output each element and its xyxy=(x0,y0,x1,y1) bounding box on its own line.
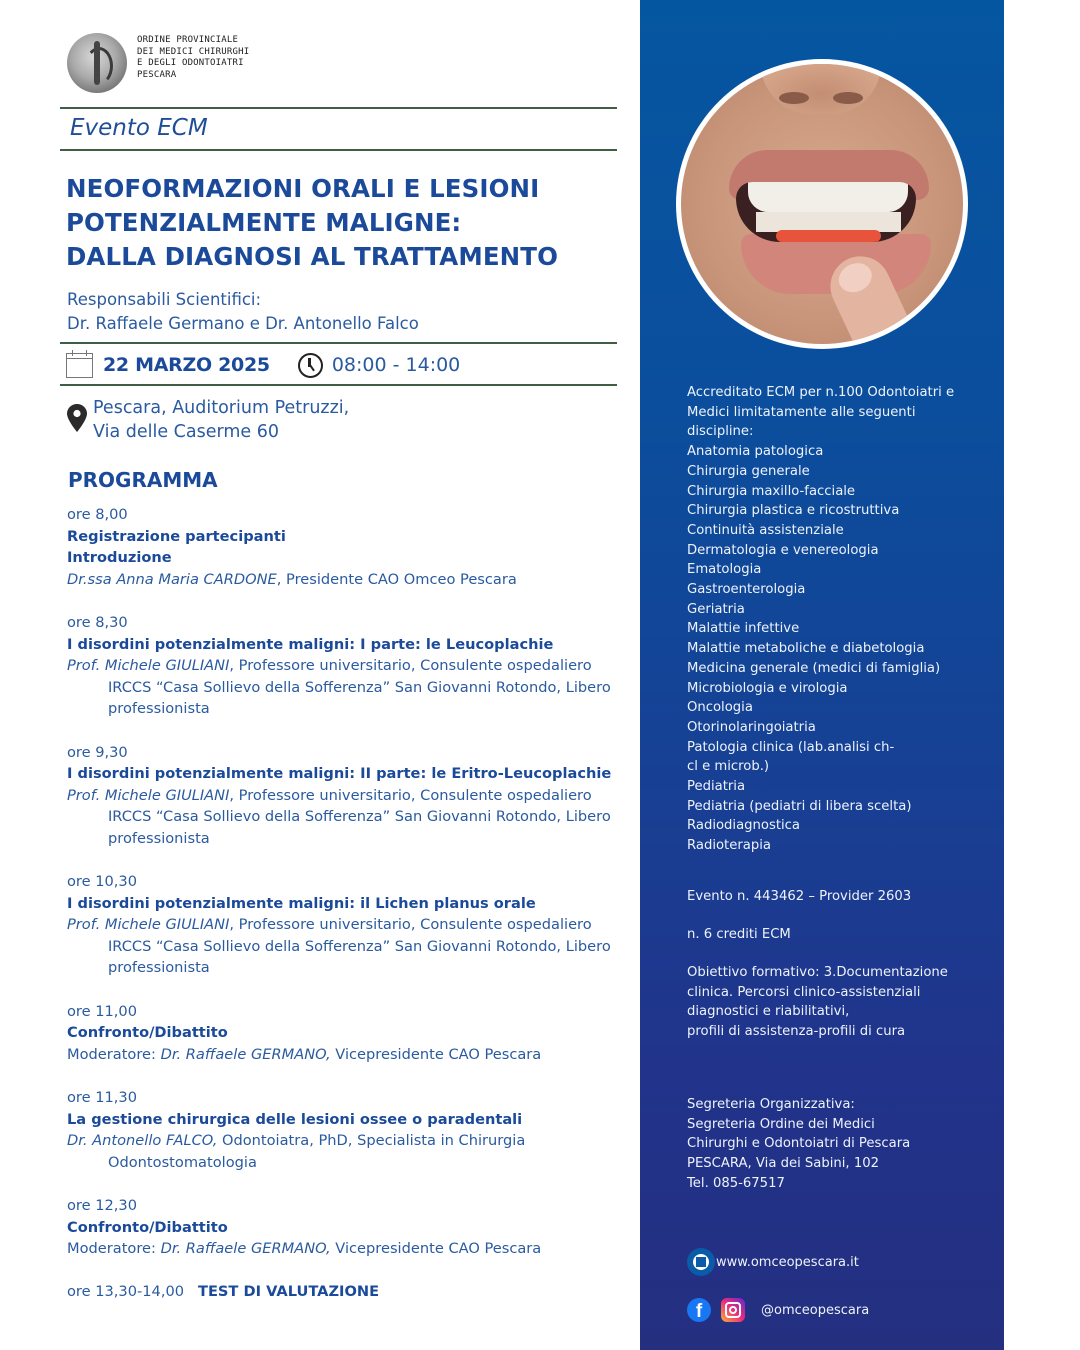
title-line: NEOFORMAZIONI ORALI E LESIONI xyxy=(66,174,540,203)
speaker-name: Dr. Raffaele GERMANO, xyxy=(160,1045,331,1063)
speaker-name: Prof. Michele GIULIANI xyxy=(67,657,230,675)
item-time: ore 11,30 xyxy=(67,1089,138,1107)
training-objective xyxy=(687,963,977,1042)
globe-icon xyxy=(687,1248,715,1276)
item-title: Confronto/Dibattito xyxy=(67,1024,228,1042)
item-title: Registrazione partecipanti xyxy=(67,527,286,545)
item-title: I disordini potenzialmente maligni: il Lichen planus orale xyxy=(67,894,536,912)
speaker-role: , Presidente CAO Omceo Pescara xyxy=(276,570,517,588)
secretariat-phone: Tel. 085-67517 xyxy=(687,1175,785,1191)
objective-line: Obiettivo formativo: 3.Documentazione xyxy=(687,965,948,980)
item-title: Confronto/Dibattito xyxy=(67,1218,228,1236)
item-title: I disordini potenzialmente maligni: I parte: le Leucoplachie xyxy=(67,635,554,653)
programme-item xyxy=(67,742,627,850)
discipline-item: Otorinolaringoiatria xyxy=(687,719,816,735)
location-line: Pescara, Auditorium Petruzzi, xyxy=(93,398,350,418)
social-handle[interactable]: @omceopescara xyxy=(761,1302,870,1318)
speaker-prefix: Moderatore: xyxy=(67,1045,161,1063)
speaker-name: Prof. Michele GIULIANI xyxy=(67,786,230,804)
objective-line: diagnostici e riabilitativi, xyxy=(687,1004,850,1020)
programme-item xyxy=(67,871,627,979)
speaker-name: Prof. Michele GIULIANI xyxy=(67,916,230,934)
ordine-logo xyxy=(67,33,249,93)
item-time: ore 10,30 xyxy=(67,873,138,891)
discipline-item: Gastroenterologia xyxy=(687,582,806,598)
secretariat-line: Segreteria Organizzativa: xyxy=(687,1097,855,1112)
item-speaker xyxy=(67,1130,627,1173)
secretariat-line: Segreteria Ordine dei Medici xyxy=(687,1116,875,1132)
programme-item xyxy=(67,504,627,590)
date-time-row xyxy=(66,350,460,380)
speaker-name: Dr. Raffaele GERMANO, xyxy=(160,1240,331,1258)
secretariat-line: Chirurghi e Odontoiatri di Pescara xyxy=(687,1136,911,1152)
responsibles-names: Dr. Raffaele Germano e Dr. Antonello Falco xyxy=(67,314,419,333)
discipline-item: Ematologia xyxy=(687,562,762,578)
speaker-name: Dr. Antonello FALCO, xyxy=(67,1132,218,1150)
objective-line: profili di assistenza-profili di cura xyxy=(687,1024,906,1040)
item-speaker xyxy=(67,1044,627,1066)
item-title: I disordini potenzialmente maligni: II parte: le Eritro-Leucoplachie xyxy=(67,765,612,783)
divider xyxy=(60,149,617,151)
speaker-role: Odontoiatra, PhD, Specialista in Chirurgia Odontostomatologia xyxy=(108,1132,526,1171)
logo-line: E DEGLI ODONTOIATRI xyxy=(137,58,244,68)
discipline-item: Malattie metaboliche e diabetologia xyxy=(687,641,925,657)
mouth-photo xyxy=(676,59,968,349)
discipline-item: Dermatologia e venereologia xyxy=(687,542,879,558)
location xyxy=(67,396,349,444)
item-speaker xyxy=(67,785,627,850)
discipline-item: Malattie infettive xyxy=(687,621,800,637)
discipline-item: Oncologia xyxy=(687,700,753,716)
social-links xyxy=(687,1298,869,1322)
title-line: POTENZIALMENTE MALIGNE: xyxy=(66,208,462,237)
logo-line: DEI MEDICI CHIRURGHI xyxy=(137,46,250,57)
discipline-item: Chirurgia plastica e ricostruttiva xyxy=(687,503,900,519)
discipline-item: Microbiologia e virologia xyxy=(687,680,848,696)
accreditation-line: Medici limitatamente alle seguenti xyxy=(687,404,916,420)
item-time: ore 11,00 xyxy=(67,1002,138,1020)
item-speaker xyxy=(67,914,627,979)
discipline-item: Pediatria (pediatri di libera scelta) xyxy=(687,798,912,814)
website-url[interactable]: www.omceopescara.it xyxy=(716,1254,859,1270)
discipline-item: Geriatria xyxy=(687,601,745,617)
discipline-item: Chirurgia generale xyxy=(687,463,810,479)
item-time: ore 13,30-14,00 xyxy=(67,1283,185,1301)
item-speaker xyxy=(67,569,627,591)
event-number: Evento n. 443462 – Provider 2603 xyxy=(687,889,912,904)
logo-line: PESCARA xyxy=(137,69,177,80)
facebook-icon[interactable]: f xyxy=(687,1298,711,1322)
event-time: 08:00 - 14:00 xyxy=(331,354,461,376)
divider xyxy=(60,107,617,109)
discipline-item: Anatomia patologica xyxy=(687,444,824,460)
item-speaker xyxy=(67,1238,627,1260)
accreditation-block xyxy=(687,383,977,856)
scientific-responsibles xyxy=(67,288,419,336)
speaker-name: Dr.ssa Anna Maria CARDONE xyxy=(67,570,277,588)
discipline-item: Continuità assistenziale xyxy=(687,522,844,538)
programme-item xyxy=(67,612,627,720)
caduceus-seal-icon xyxy=(67,33,127,93)
item-title: La gestione chirurgica delle lesioni ossee o paradentali xyxy=(67,1110,523,1128)
speaker-role: , Professore universitario, Consulente ospedaliero IRCCS “Casa Sollievo della Sofferenza” San Giovanni Rotondo, Libero professionista xyxy=(108,657,611,718)
accreditation-line: Accreditato ECM per n.100 Odontoiatri e xyxy=(687,385,955,400)
speaker-prefix: Moderatore: xyxy=(67,1240,161,1258)
instagram-icon[interactable] xyxy=(721,1298,745,1322)
discipline-item: Medicina generale (medici di famiglia) xyxy=(687,660,941,676)
map-pin-icon xyxy=(67,404,87,432)
disciplines-list xyxy=(687,442,977,856)
organizing-secretariat xyxy=(687,1095,977,1194)
divider xyxy=(60,384,617,386)
website-link[interactable] xyxy=(687,1248,859,1276)
event-date: 22 MARZO 2025 xyxy=(103,354,270,376)
speaker-role: Vicepresidente CAO Pescara xyxy=(330,1045,542,1063)
programme-item xyxy=(67,1087,627,1173)
speaker-role: Vicepresidente CAO Pescara xyxy=(330,1240,542,1258)
discipline-item: Chirurgia maxillo-facciale xyxy=(687,483,856,499)
discipline-item: Radioterapia xyxy=(687,838,771,854)
divider xyxy=(60,342,617,344)
programme-final-item xyxy=(67,1281,627,1303)
calendar-icon xyxy=(66,353,93,378)
speaker-role: , Professore universitario, Consulente ospedaliero IRCCS “Casa Sollievo della Sofferenza” San Giovanni Rotondo, Libero professionista xyxy=(108,786,611,847)
clock-icon xyxy=(298,353,323,378)
programme-list xyxy=(67,504,627,1303)
title-line: DALLA DIAGNOSI AL TRATTAMENTO xyxy=(66,242,559,271)
item-time: ore 8,30 xyxy=(67,613,128,631)
ecm-credits: n. 6 crediti ECM xyxy=(687,927,791,942)
objective-line: clinica. Percorsi clinico-assistenziali xyxy=(687,984,921,1000)
item-title: TEST DI VALUTAZIONE xyxy=(198,1283,380,1301)
logo-text xyxy=(137,35,249,81)
item-speaker xyxy=(67,655,627,720)
item-time: ore 9,30 xyxy=(67,743,128,761)
speaker-role: , Professore universitario, Consulente ospedaliero IRCCS “Casa Sollievo della Sofferenza” San Giovanni Rotondo, Libero professionista xyxy=(108,916,611,977)
discipline-item: Patologia clinica (lab.analisi ch- xyxy=(687,739,895,755)
event-type: Evento ECM xyxy=(70,115,208,141)
discipline-item: Pediatria xyxy=(687,779,746,795)
item-time: ore 12,30 xyxy=(67,1197,138,1214)
location-line: Via delle Caserme 60 xyxy=(93,422,280,442)
page-title xyxy=(66,172,558,274)
accreditation-line: discipline: xyxy=(687,424,754,440)
item-title: Introduzione xyxy=(67,549,172,567)
item-time: ore 8,00 xyxy=(67,506,128,523)
programme-item xyxy=(67,1001,627,1066)
discipline-item: cl e microb.) xyxy=(687,759,770,775)
secretariat-line: PESCARA, Via dei Sabini, 102 xyxy=(687,1156,879,1172)
programme-heading: PROGRAMMA xyxy=(68,468,218,492)
responsibles-label: Responsabili Scientifici: xyxy=(67,290,262,309)
logo-line: ORDINE PROVINCIALE xyxy=(137,35,239,45)
programme-item xyxy=(67,1195,627,1260)
discipline-item: Radiodiagnostica xyxy=(687,818,801,834)
